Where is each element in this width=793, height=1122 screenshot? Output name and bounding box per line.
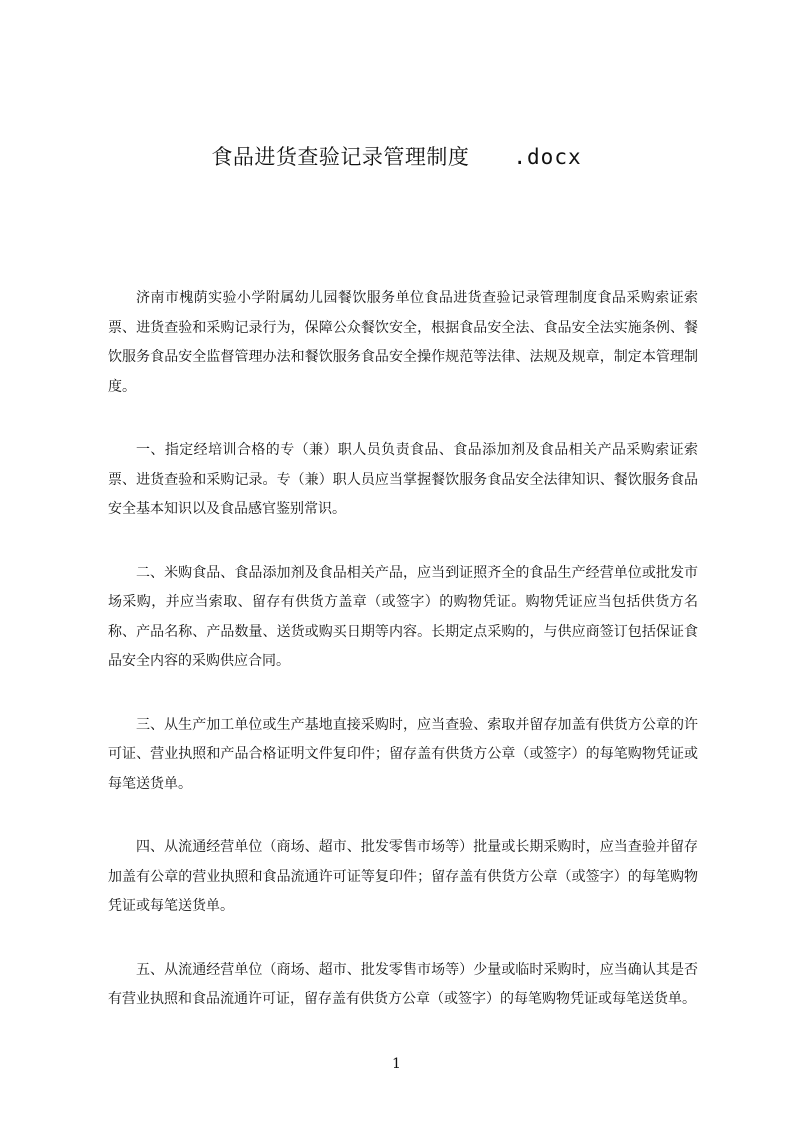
document-file-extension: .docx [513, 145, 582, 169]
paragraph-rule-1: 一、指定经培训合格的专（兼）职人员负责食品、食品添加剂及食品相关产品采购索证索票、进货查验和采购记录。专（兼）职人员应当掌握餐饮服务食品安全法律知识、餐饮服务食品安全基本知识以及食品感官鉴别常识。 [108, 442, 698, 517]
paragraph-rule-4: 四、从流通经营单位（商场、超市、批发零售市场等）批量或长期采购时，应当查验并留存加盖有公章的营业执照和食品流通许可证等复印件；留存盖有供货方公章（或签字）的每笔购物凭证或每笔送货单。 [108, 839, 698, 914]
document-title-text: 食品进货查验记录管理制度 [211, 145, 470, 169]
document-title [0, 140, 793, 174]
paragraph-intro: 济南市槐荫实验小学附属幼儿园餐饮服务单位食品进货查验记录管理制度食品采购索证索票、进货查验和采购记录行为，保障公众餐饮安全，根据食品安全法、食品安全法实施条例、餐饮服务食品安全监督管理办法和餐饮服务食品安全操作规范等法律、法规及规章，制定本管理制度。 [108, 290, 698, 395]
paragraph-rule-5: 五、从流通经营单位（商场、超市、批发零售市场等）少量或临时采购时，应当确认其是否有营业执照和食品流通许可证，留存盖有供货方公章（或签字）的每笔购物凭证或每笔送货单。 [108, 961, 698, 1007]
page-number: 1 [392, 1056, 401, 1072]
paragraph-rule-3: 三、从生产加工单位或生产基地直接采购时，应当查验、索取并留存加盖有供货方公章的许可证、营业执照和产品合格证明文件复印件；留存盖有供货方公章（或签字）的每笔购物凭证或每笔送货单。 [108, 716, 698, 792]
document-body [108, 284, 698, 1049]
paragraph-rule-2: 二、米购食品、食品添加剂及食品相关产品，应当到证照齐全的食品生产经营单位或批发市场采购，并应当索取、留存有供货方盖章（或签字）的购物凭证。购物凭证应当包括供货方名称、产品名称、产品数量、送货或购买日期等内容。长期定点采购的，与供应商签订包括保证食品安全内容的采购供应合同。 [108, 564, 698, 669]
